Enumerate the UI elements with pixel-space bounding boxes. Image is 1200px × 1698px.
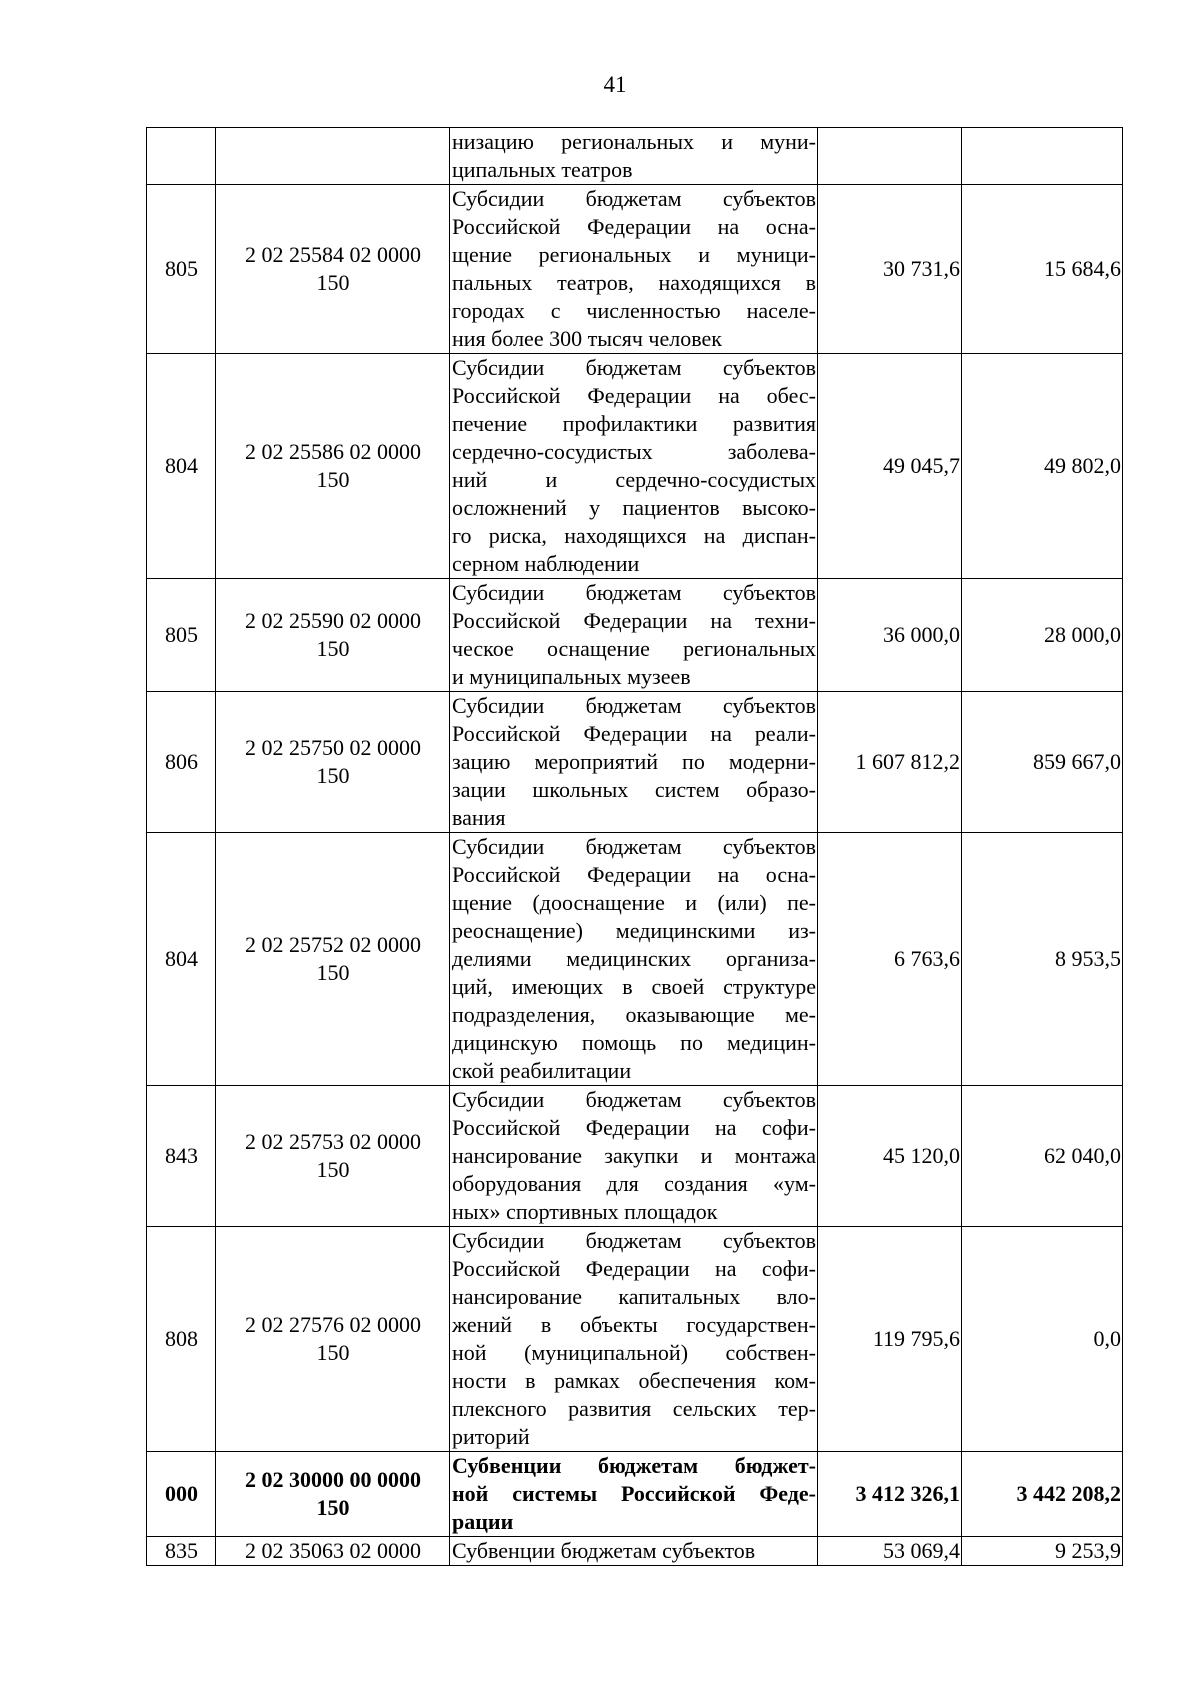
amount-year-2-cell: 8 953,5 — [962, 833, 1123, 1086]
revenue-name-line: дицинскую помощь по медицин- — [452, 1030, 816, 1055]
table-row — [147, 692, 1123, 833]
revenue-name-line: нансирование капитальных вло- — [452, 1284, 816, 1309]
revenue-name-line: городах с численностью населе- — [452, 298, 816, 323]
amount-year-1-cell: 36 000,0 — [818, 579, 962, 692]
budget-classification-code-cell — [216, 692, 450, 833]
kbk-line: 150 — [316, 1495, 350, 1520]
table-row — [147, 833, 1123, 1086]
revenue-name-line: Субсидии бюджетам субъектов — [452, 355, 816, 380]
kbk-line: 2 02 25584 02 0000 — [245, 242, 421, 267]
kbk-line: 150 — [316, 1340, 350, 1365]
admin-code-cell: 806 — [147, 692, 216, 833]
revenue-name-cell — [450, 579, 818, 692]
revenue-name-line: сердечно-сосудистых заболева- — [452, 439, 816, 464]
budget-classification-code-cell — [216, 1537, 450, 1566]
amount-year-1-cell: 49 045,7 — [818, 354, 962, 579]
amount-year-1-cell: 1 607 812,2 — [818, 692, 962, 833]
revenue-name-cell — [450, 1086, 818, 1227]
revenue-name-line: зацию мероприятий по модерни- — [452, 749, 816, 774]
amount-year-2-cell: 0,0 — [962, 1227, 1123, 1452]
revenue-name-line: ской реабилитации — [452, 1058, 632, 1083]
table-row — [147, 354, 1123, 579]
kbk-line: 150 — [316, 270, 350, 295]
budget-classification-code-cell — [216, 185, 450, 354]
revenue-name-line: Субвенции бюджетам субъектов — [452, 1538, 756, 1563]
revenue-name-line: щение (дооснащение и (или) пе- — [452, 890, 816, 915]
kbk-line: 2 02 27576 02 0000 — [245, 1312, 421, 1337]
budget-classification-code-cell — [216, 1452, 450, 1537]
revenue-name-line: плексного развития сельских тер- — [452, 1396, 816, 1421]
amount-year-1-cell: 119 795,6 — [818, 1227, 962, 1452]
kbk-line: 2 02 25752 02 0000 — [245, 932, 421, 957]
budget-classification-code-cell — [216, 1086, 450, 1227]
kbk-line: 2 02 25590 02 0000 — [245, 608, 421, 633]
amount-year-1-cell: 45 120,0 — [818, 1086, 962, 1227]
revenue-name-line: Российской Федерации на обес- — [452, 383, 816, 408]
page-number: 41 — [603, 72, 627, 97]
revenue-name-line: ний и сердечно-сосудистых — [452, 467, 816, 492]
revenue-name-cell — [450, 1452, 818, 1537]
revenue-name-line: ной системы Российской Феде- — [452, 1481, 816, 1506]
kbk-line: 2 02 25586 02 0000 — [245, 439, 421, 464]
revenue-name-line: серном наблюдении — [452, 551, 640, 576]
budget-classification-code-cell — [216, 128, 450, 185]
revenue-name-cell — [450, 354, 818, 579]
amount-year-1-cell — [818, 128, 962, 185]
amount-year-2-cell — [962, 128, 1123, 185]
table-row — [147, 1227, 1123, 1452]
revenue-name-line: вания — [452, 805, 506, 830]
kbk-line: 2 02 30000 00 0000 — [245, 1467, 421, 1492]
table-row — [147, 128, 1123, 185]
table-row — [147, 1086, 1123, 1227]
admin-code-cell: 805 — [147, 185, 216, 354]
revenue-name-line: оборудования для создания «ум- — [452, 1171, 816, 1196]
revenue-name-line: Российской Федерации на софи- — [452, 1256, 816, 1281]
amount-year-1-cell: 53 069,4 — [818, 1537, 962, 1566]
revenue-name-line: и муниципальных музеев — [452, 664, 691, 689]
admin-code-cell: 804 — [147, 833, 216, 1086]
revenue-name-line: ципальных театров — [452, 157, 633, 182]
revenue-name-line: Субсидии бюджетам субъектов — [452, 580, 816, 605]
kbk-line: 2 02 25753 02 0000 — [245, 1129, 421, 1154]
revenue-name-cell — [450, 692, 818, 833]
kbk-line: 150 — [316, 960, 350, 985]
table-row — [147, 1537, 1123, 1566]
amount-year-2-cell: 859 667,0 — [962, 692, 1123, 833]
revenue-name-line: Субвенции бюджетам бюджет- — [452, 1453, 816, 1478]
revenue-name-line: ных» спортивных площадок — [452, 1199, 718, 1224]
table-row — [147, 1452, 1123, 1537]
revenue-name-cell — [450, 1537, 818, 1566]
admin-code-cell: 804 — [147, 354, 216, 579]
amount-year-1-cell: 6 763,6 — [818, 833, 962, 1086]
amount-year-2-cell: 9 253,9 — [962, 1537, 1123, 1566]
amount-year-2-cell: 49 802,0 — [962, 354, 1123, 579]
kbk-line: 150 — [316, 1157, 350, 1182]
revenue-name-line: делиями медицинских организа- — [452, 946, 816, 971]
budget-classification-code-cell — [216, 833, 450, 1086]
amount-year-2-cell: 3 442 208,2 — [962, 1452, 1123, 1537]
revenue-name-line: щение региональных и муници- — [452, 242, 816, 267]
admin-code-cell: 000 — [147, 1452, 216, 1537]
amount-year-2-cell: 28 000,0 — [962, 579, 1123, 692]
revenue-name-line: Российской Федерации на софи- — [452, 1115, 816, 1140]
revenue-name-line: Российской Федерации на осна- — [452, 214, 816, 239]
admin-code-cell: 805 — [147, 579, 216, 692]
revenue-name-line: нансирование закупки и монтажа — [452, 1143, 816, 1168]
revenue-name-line: ния более 300 тысяч человек — [452, 326, 722, 351]
revenue-name-line: ной (муниципальной) собствен- — [452, 1340, 816, 1365]
revenue-name-line: Субсидии бюджетам субъектов — [452, 1087, 816, 1112]
revenue-name-line: го риска, находящихся на диспан- — [452, 523, 816, 548]
revenue-name-line: Российской Федерации на осна- — [452, 862, 816, 887]
kbk-line: 150 — [316, 636, 350, 661]
revenue-name-line: ности в рамках обеспечения ком- — [452, 1368, 816, 1393]
amount-year-2-cell: 62 040,0 — [962, 1086, 1123, 1227]
revenue-name-line: рации — [452, 1509, 514, 1534]
kbk-line: 2 02 25750 02 0000 — [245, 735, 421, 760]
amount-year-1-cell: 3 412 326,1 — [818, 1452, 962, 1537]
kbk-line: 150 — [316, 763, 350, 788]
revenue-name-line: ческое оснащение региональных — [452, 636, 816, 661]
revenue-name-line: Субсидии бюджетам субъектов — [452, 834, 816, 859]
revenue-name-line: Российской Федерации на техни- — [452, 608, 816, 633]
revenue-name-line: печение профилактики развития — [452, 411, 816, 436]
budget-classification-code-cell — [216, 354, 450, 579]
revenue-name-line: подразделения, оказывающие ме- — [452, 1002, 816, 1027]
revenue-name-line: Субсидии бюджетам субъектов — [452, 693, 816, 718]
amount-year-2-cell: 15 684,6 — [962, 185, 1123, 354]
revenue-name-line: ций, имеющих в своей структуре — [452, 974, 816, 999]
revenue-name-cell — [450, 833, 818, 1086]
revenue-name-line: пальных театров, находящихся в — [452, 270, 816, 295]
revenue-name-line: реоснащение) медицинскими из- — [452, 918, 816, 943]
revenue-name-line: зации школьных систем образо- — [452, 777, 816, 802]
kbk-line: 2 02 35063 02 0000 — [245, 1538, 421, 1563]
revenue-name-line: риторий — [452, 1424, 530, 1449]
revenue-name-line: Субсидии бюджетам субъектов — [452, 1228, 816, 1253]
revenue-name-cell — [450, 185, 818, 354]
admin-code-cell: 808 — [147, 1227, 216, 1452]
kbk-line: 150 — [316, 467, 350, 492]
table-row — [147, 185, 1123, 354]
revenue-name-line: низацию региональных и муни- — [452, 129, 816, 154]
budget-revenue-table — [146, 127, 1123, 1566]
budget-classification-code-cell — [216, 1227, 450, 1452]
revenue-name-cell — [450, 128, 818, 185]
revenue-name-line: Российской Федерации на реали- — [452, 721, 816, 746]
table-row — [147, 579, 1123, 692]
budget-classification-code-cell — [216, 579, 450, 692]
revenue-name-line: осложнений у пациентов высоко- — [452, 495, 816, 520]
revenue-name-line: жений в объекты государствен- — [452, 1312, 816, 1337]
admin-code-cell — [147, 128, 216, 185]
revenue-name-cell — [450, 1227, 818, 1452]
amount-year-1-cell: 30 731,6 — [818, 185, 962, 354]
revenue-name-line: Субсидии бюджетам субъектов — [452, 186, 816, 211]
admin-code-cell: 835 — [147, 1537, 216, 1566]
admin-code-cell: 843 — [147, 1086, 216, 1227]
